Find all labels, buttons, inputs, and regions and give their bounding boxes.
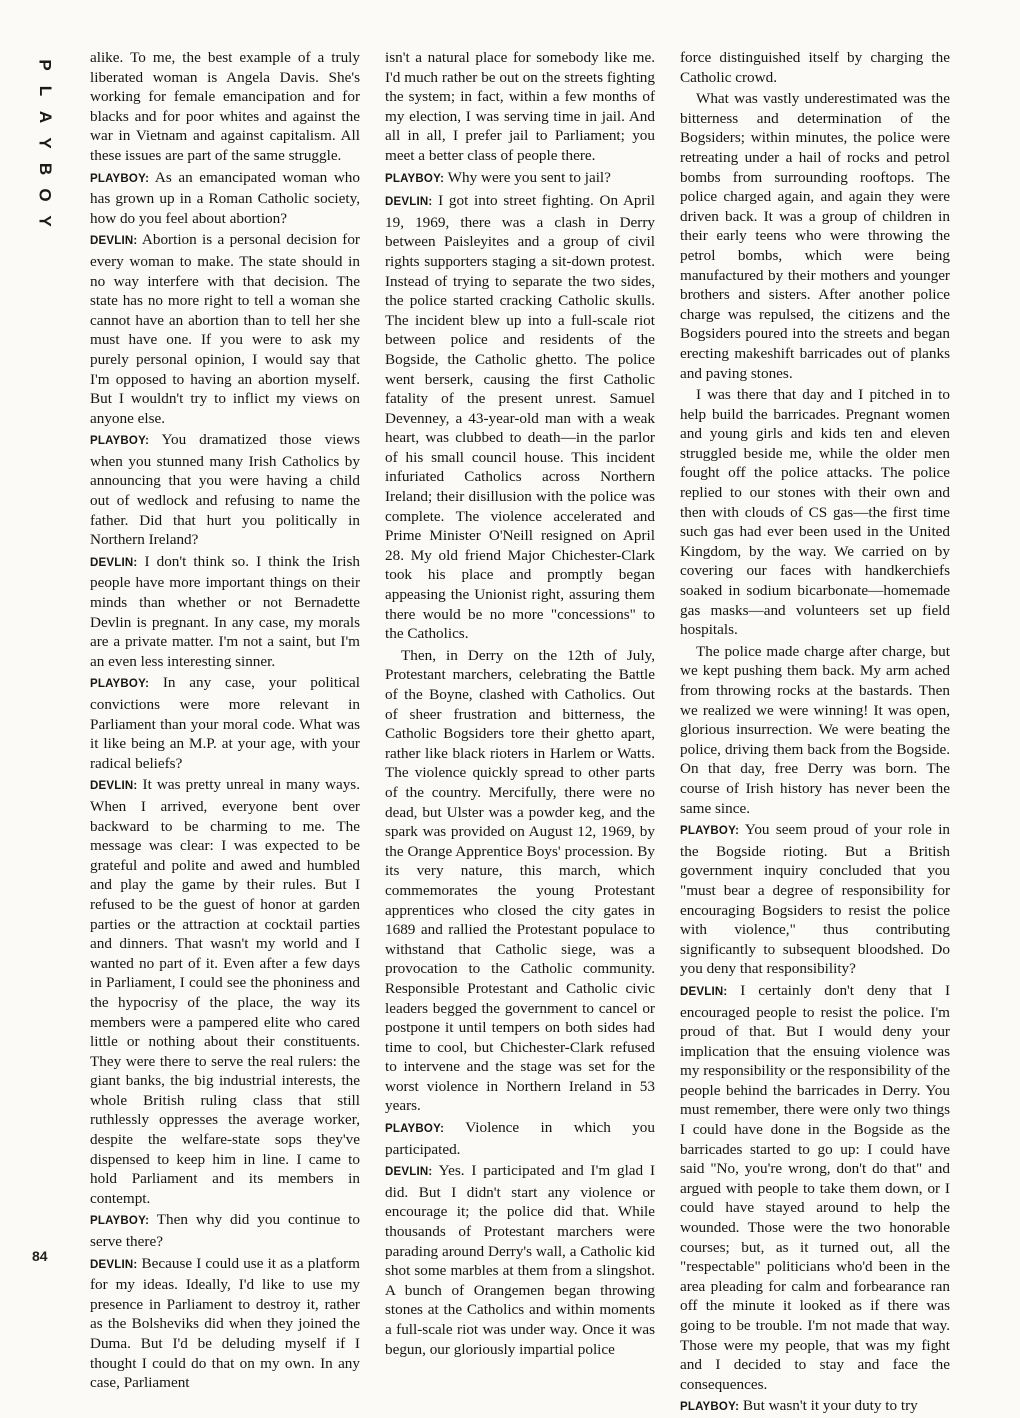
paragraph (90, 1254, 360, 1393)
text-column-1 (90, 48, 361, 1392)
speaker-label: PLAYBOY: (385, 1123, 445, 1136)
text-column-2 (385, 48, 656, 1358)
paragraph-text: Abortion is a personal decision for every woman to make. The state should in no way interfere with that decision. The state has no more right to tell a woman she cannot have an abortion than to tell her she must have one. If you were to ask my purely personal opinion, I would say that I'm opposed to having an abortion myself. But I wouldn't try to inflict my views on anyone else. (90, 231, 360, 427)
paragraph-text: I was there that day and I pitched in to help build the barricades. Pregnant women and young girls and kids ten and eleven struggled beside me, while the older men fought off the police attacks. The police replied to our stones with their own and then with clouds of CS gas—the first time such gas had ever been used in the United Kingdom, by the way. We carried on by covering our faces with handkerchiefs soaked in sodium bicarbonate—homemade gas masks—and volunteers set up field hospitals. (680, 386, 950, 639)
paragraph (385, 168, 655, 190)
masthead-letter: L (35, 85, 55, 97)
paragraph (385, 48, 655, 166)
paragraph-text: isn't a natural place for somebody like me. I'd much rather be out on the streets fighting the system; in fact, within a few months of my election, I was serving time in jail. And all in all, I prefer jail to Parliament; you meet a better class of people there. (385, 49, 655, 164)
speaker-label: PLAYBOY: (90, 435, 150, 448)
paragraph-text: You dramatized those views when you stunned many Irish Catholics by announcing that you were having a child out of wedlock and refusing to name the father. Did that hurt you politically in Northern Ireland? (90, 431, 361, 549)
speaker-label: PLAYBOY: (90, 678, 150, 691)
paragraph-text: In any case, your political convictions were more relevant in Parliament than your moral code. What was it like being an M.P. at your age, with your radical beliefs? (90, 674, 360, 772)
paragraph-text: As an emancipated woman who has grown up in a Roman Catholic society, how do you feel about abortion? (90, 168, 360, 227)
article-body (90, 48, 951, 1415)
paragraph (90, 775, 360, 1208)
paragraph-text: The police made charge after charge, but we kept pushing them back. My arm ached from throwing rocks at the bastards. Then we realized we were winning! It was open, glorious insurrection. We were beating the police, driving them back from the Bogside. On that day, free Derry was born. The course of Irish history has never been the same since. (680, 642, 950, 817)
speaker-label: PLAYBOY: (680, 1401, 740, 1414)
paragraph (385, 191, 655, 644)
paragraph-text: Yes. I participated and I'm glad I did. But I didn't start any violence or encourage it; the police did that. While thousands of Protestant marchers were parading around Derry's wall, a Catholic kid shot some marbles at them from a slingshot. A bunch of Orangemen began throwing stones at the Catholics and within moments a full-scale riot was under way. Once it was begun, our gloriously impartial police (385, 1162, 656, 1358)
paragraph (90, 673, 360, 773)
paragraph-text: It was pretty unreal in many ways. When I arrived, everyone bent over backward to be charming to me. The message was clear: I was expected to be grateful and polite and awed and humbled and play the game by their rules. But I refused to be the guest of honor at garden parties or the attraction at cocktail parties and dinners. That wasn't my world and I wanted no part of it. Even after a few days in Parliament, I could see the phoniness and the hypocrisy of the place, the way its members were a pampered elite who cared little or nothing about their constituents. They were there to serve the real rulers: the giant banks, the big industrial interests, the whole British ruling class that still ruthlessly oppresses the average worker, despite the welfare-state sops they've dispensed to keep him in line. I came to hold Parliament and its members in contempt. (90, 776, 360, 1207)
paragraph (680, 642, 950, 818)
paragraph-text: Violence in which you participated. (385, 1119, 655, 1158)
speaker-label: DEVLIN: (680, 985, 728, 998)
paragraph-text: Then, in Derry on the 12th of July, Protestant marchers, celebrating the Battle of the Boyne, clashed with Catholics. Out of sheer frustration and bitterness, the Catholic Bogsiders tore their ghetto apart, rather like black rioters in Harlem or Watts. The violence quickly spread to other parts of the country. Mercifully, there were no dead, but Ulster was a powder keg, and the spark was provided on August 12, 1969, by the Orange Apprentice Boys' procession. By its very nature, this march, which commemorates the young Protestant apprentices who closed the city gates in 1689 and rallied the Protestant populace to withstand that Catholic siege, was a provocation to the Catholic community. Responsible Protestant and Catholic civic leaders begged the government to cancel or postpone it until tempers on both sides had time to cool, but Chichester-Clark refused to intervene and the stage was set for the worst violence in Northern Ireland in 53 years. (385, 646, 655, 1115)
paragraph (385, 646, 655, 1116)
paragraph (680, 1396, 950, 1418)
text-column-3 (680, 48, 951, 1415)
paragraph (90, 1210, 360, 1251)
paragraph-text: force distinguished itself by charging the Catholic crowd. (680, 49, 950, 86)
paragraph (90, 552, 360, 672)
masthead-letter: B (36, 162, 55, 176)
paragraph-text: But wasn't it your duty to try (742, 1397, 918, 1415)
paragraph-text: What was vastly underestimated was the bitterness and determination of the Bogsiders; within minutes, the police were retreating under a hail of rocks and petrol bombs from surrounding rooftops. The police charged again, and again they were driven back. It was a group of children in their early teens who were throwing the petrol bombs, which were being manufactured by their mothers and younger brothers and sisters. After another police charge was repulsed, the citizens and the Bogsiders poured into the streets and began erecting makeshift barricades out of planks and paving stones. (680, 90, 950, 382)
masthead (24, 52, 66, 234)
speaker-label: DEVLIN: (90, 780, 138, 793)
paragraph-text: You seem proud of your role in the Bogside rioting. But a British government inquiry concluded that you "must bear a degree of responsibility for encouraging Bogsiders to resist the police with violence," thus contributing significantly to subsequent bloodshed. Do you deny that responsibility? (680, 821, 951, 978)
paragraph-text: Then why did you continue to serve there? (90, 1211, 360, 1251)
paragraph (680, 385, 950, 640)
paragraph-text: I got into street fighting. On April 19, 1969, there was a clash in Derry between Paisleyites and a group of civil rights supporters staging a sit-down protest. Instead of trying to separate the two sides, the police started cracking Catholic skulls. The incident blew up into a full-scale riot between police and residents of the Bogside, the Catholic ghetto. The police went berserk, causing the first Catholic fatality of the present unrest. Samuel Devenney, a 43-year-old man with a weak heart, was clubbed to death—in the parlor of his small council house. This incident infuriated Catholics across Northern Ireland; their disillusion with the police was complete. The violence accelerated and Prime Minister O'Neill resigned on April 28. My old friend Major Chichester-Clark took his place and promptly began appeasing the Unionist right, assuring them there would be no more "concessions" to the Catholics. (385, 192, 656, 643)
masthead-letter: O (35, 188, 55, 202)
speaker-label: PLAYBOY: (90, 172, 150, 185)
paragraph-text: I don't think so. I think the Irish people have more important things on their minds than whether or not Bernadette Devlin is pregnant. In any case, my morals are a private matter. I'm not a saint, but I'm an even less interesting sinner. (90, 552, 360, 670)
masthead-letter: A (36, 110, 55, 124)
paragraph (385, 1161, 655, 1359)
paragraph-text: Why were you sent to jail? (447, 168, 611, 186)
page-number: 84 (32, 1248, 48, 1264)
paragraph (680, 981, 950, 1394)
speaker-label: PLAYBOY: (385, 172, 445, 185)
paragraph (90, 168, 360, 229)
paragraph-text: Because I could use it as a platform for my ideas. Ideally, I'd like to use my presence in Parliament to destroy it, rather as the Bolsheviks did when they joined the Duma. But I'd be deluding myself if I thought I could do that on my own. In any case, Parliament (90, 1254, 360, 1392)
masthead-letter: Y (36, 137, 55, 149)
paragraph (90, 430, 360, 550)
paragraph-text: I certainly don't deny that I encouraged people to resist the police. I'm proud of that. But I would deny your implication that the ensuing violence was my responsibility or the responsibility of the people behind the barricades in Derry. You must remember, there were only two things I could have done in the Bogside as the barricades started to go up: I could have said "No, you're wrong, don't do that" and argued with people to take them down, or I could have stayed around to help the wounded. Those were the two honorable courses; but, as it turned out, all the "respectable" politicians who'd been in the area pleading for calm and forbearance ran off the minute it looked as if there was going to be trouble. I'm not made that way. Those were my people, that was my fight and I decided to stay and face the consequences. (680, 981, 950, 1393)
paragraph (385, 1118, 655, 1159)
paragraph (680, 820, 950, 979)
speaker-label: DEVLIN: (90, 235, 138, 248)
speaker-label: DEVLIN: (385, 1166, 433, 1179)
masthead-letter: P (36, 59, 55, 71)
paragraph (90, 48, 360, 166)
paragraph-text: alike. To me, the best example of a truly liberated woman is Angela Davis. She's working for female emancipation and for blacks and for poor whites and against the war in Vietnam and against capitalism. All these issues are part of the same struggle. (90, 49, 360, 164)
speaker-label: PLAYBOY: (680, 825, 740, 838)
paragraph (680, 48, 950, 87)
paragraph (680, 89, 950, 383)
speaker-label: DEVLIN: (385, 196, 433, 209)
speaker-label: DEVLIN: (90, 1258, 138, 1271)
masthead-letter: Y (36, 215, 55, 227)
speaker-label: DEVLIN: (90, 556, 138, 569)
speaker-label: PLAYBOY: (90, 1215, 150, 1228)
paragraph (90, 230, 360, 428)
